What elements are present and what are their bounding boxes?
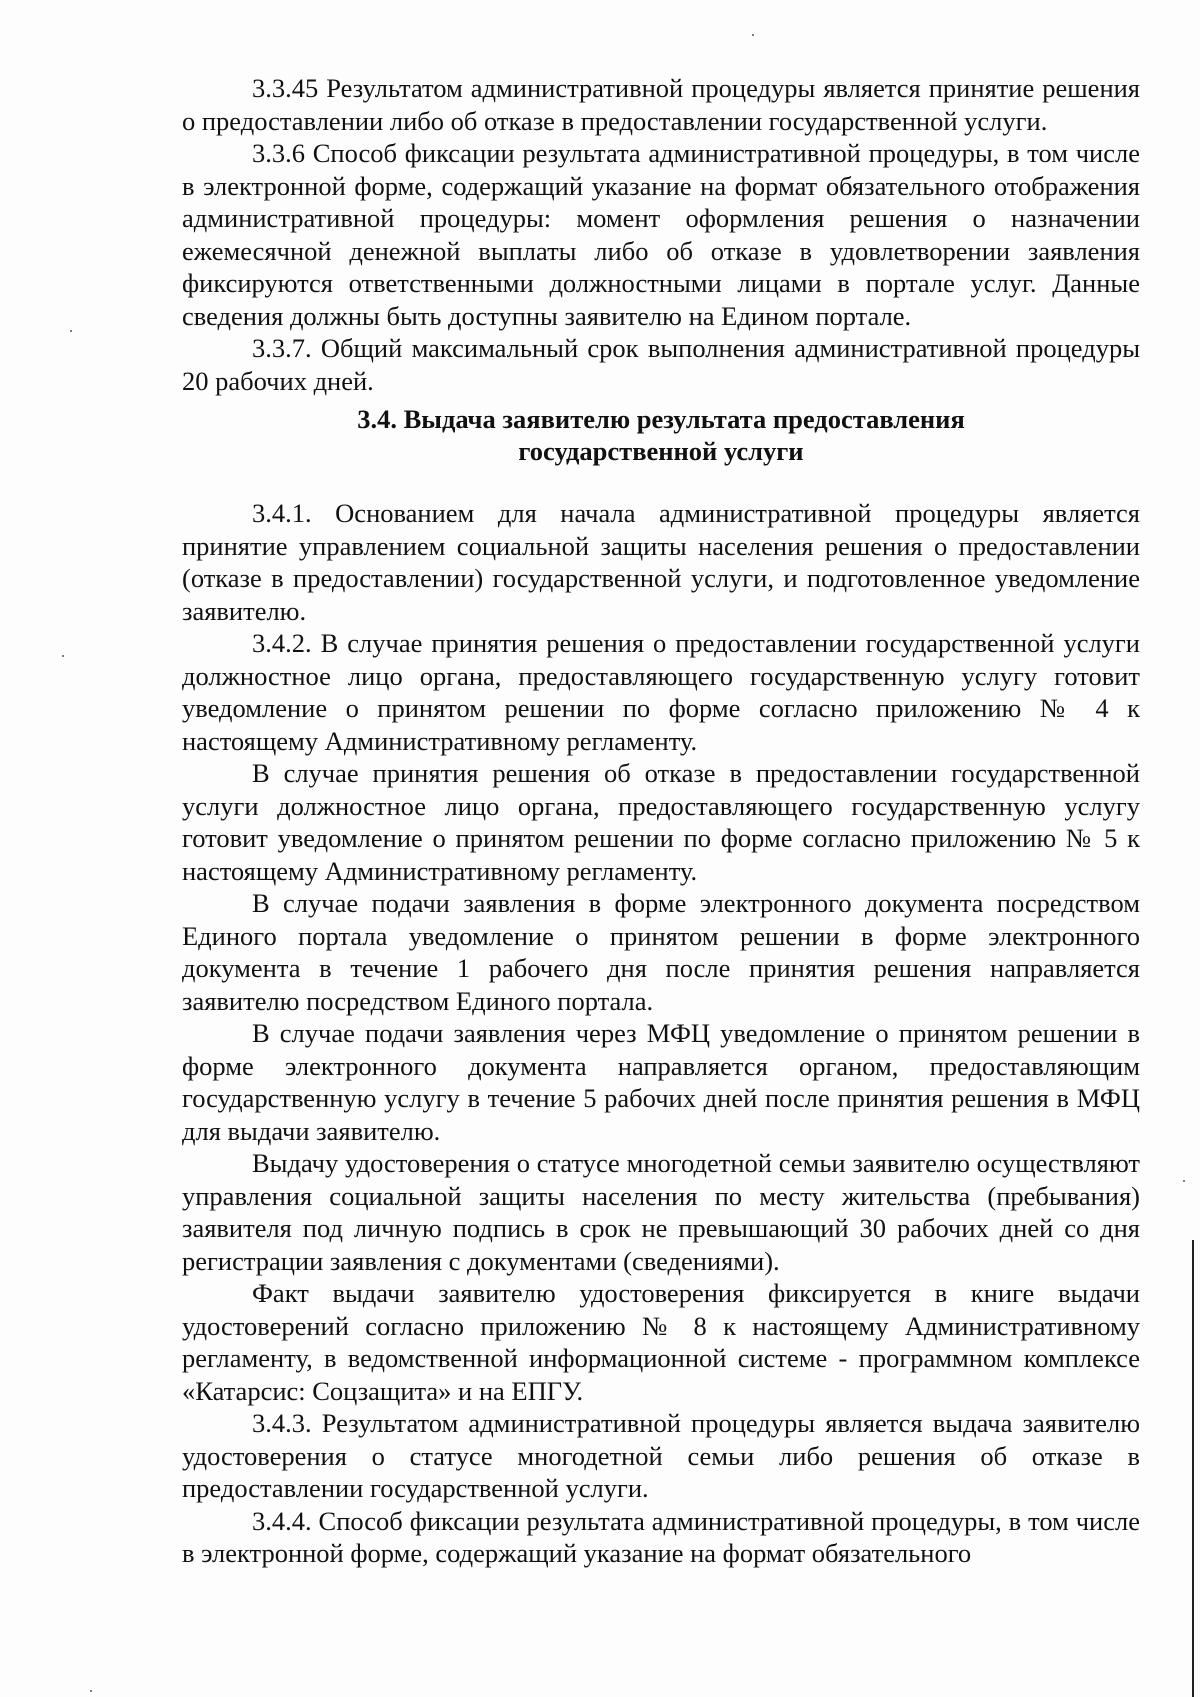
document-body [182, 72, 1140, 1570]
paragraph-refusal-notice: В случае принятия решения об отказе в предоставлении государственной услуги должностное лицо органа, предоставляющего государственную услугу готовит уведомление о принятом решении по форме согласно приложению № 5 к настоящему Административному регламенту. [182, 758, 1140, 886]
paragraph-issuance-record: Факт выдачи заявителю удостоверения фиксируется в книге выдачи удостоверений согласно приложению № 8 к настоящему Административному регламенту, в ведомственной информационной системе - программном комплексе «Катарсис: Соцзащита» и на ЕПГУ. [182, 1278, 1140, 1406]
scan-speck [752, 34, 754, 36]
paragraph-certificate-issuance: Выдачу удостоверения о статусе многодетной семьи заявителю осуществляют управления социальной защиты населения по месту жительства (пребывания) заявителя под личную подпись в срок не превышающий 30 рабочих дней со дня регистрации заявления с документами (сведениями). [182, 1148, 1140, 1276]
section-heading-3-4 [182, 403, 1140, 467]
paragraph-electronic-submission: В случае подачи заявления в форме электронного документа посредством Единого портала уведомление о принятом решении в форме электронного документа в течение 1 рабочего дня после принятия решения направляется заявителю посредством Единого портала. [182, 888, 1140, 1016]
scan-speck [1183, 1180, 1185, 1182]
scan-speck [90, 1690, 92, 1692]
paragraph-3-3-6: 3.3.6 Способ фиксации результата административной процедуры, в том числе в электронной форме, содержащий указание на формат обязательного отображения административной процедуры: момент оформления решения о назначении ежемесячной денежной выплаты либо об отказе в удовлетворении заявления фиксируются ответственными должностными лицами в портале услуг. Данные сведения должны быть доступны заявителю на Едином портале. [182, 138, 1140, 331]
scan-speck [62, 655, 64, 657]
scan-speck [70, 330, 72, 332]
paragraph-3-3-45: 3.3.45 Результатом административной процедуры является принятие решения о предоставлении либо об отказе в предоставлении государственной услуги. [182, 73, 1140, 136]
paragraph-mfc-submission: В случае подачи заявления через МФЦ уведомление о принятом решении в форме электронного документа направляется органом, предоставляющим государственную услугу в течение 5 рабочих дней после принятия решения в МФЦ для выдачи заявителю. [182, 1018, 1140, 1146]
scan-edge-line [1192, 1240, 1194, 1697]
section-heading-line-2: государственной услуги [518, 436, 804, 466]
paragraph-3-4-4: 3.4.4. Способ фиксации результата административной процедуры, в том числе в электронной форме, содержащий указание на формат обязательного [182, 1505, 1140, 1568]
section-heading-line-1: 3.4. Выдача заявителю результата предоставления [357, 404, 965, 434]
paragraph-3-4-2: 3.4.2. В случае принятия решения о предоставлении государственной услуги должностное лицо органа, предоставляющего государственную услугу готовит уведомление о принятом решении по форме согласно приложению № 4 к настоящему Административному регламенту. [182, 628, 1140, 756]
paragraph-3-3-7: 3.3.7. Общий максимальный срок выполнения административной процедуры 20 рабочих дней. [182, 333, 1140, 396]
paragraph-3-4-1: 3.4.1. Основанием для начала административной процедуры является принятие управлением социальной защиты населения решения о предоставлении (отказе в предоставлении) государственной услуги, и подготовленное уведомление заявителю. [182, 498, 1140, 626]
paragraph-3-4-3: 3.4.3. Результатом административной процедуры является выдача заявителю удостоверения о статусе многодетной семьи либо решения об отказе в предоставлении государственной услуги. [182, 1408, 1140, 1503]
